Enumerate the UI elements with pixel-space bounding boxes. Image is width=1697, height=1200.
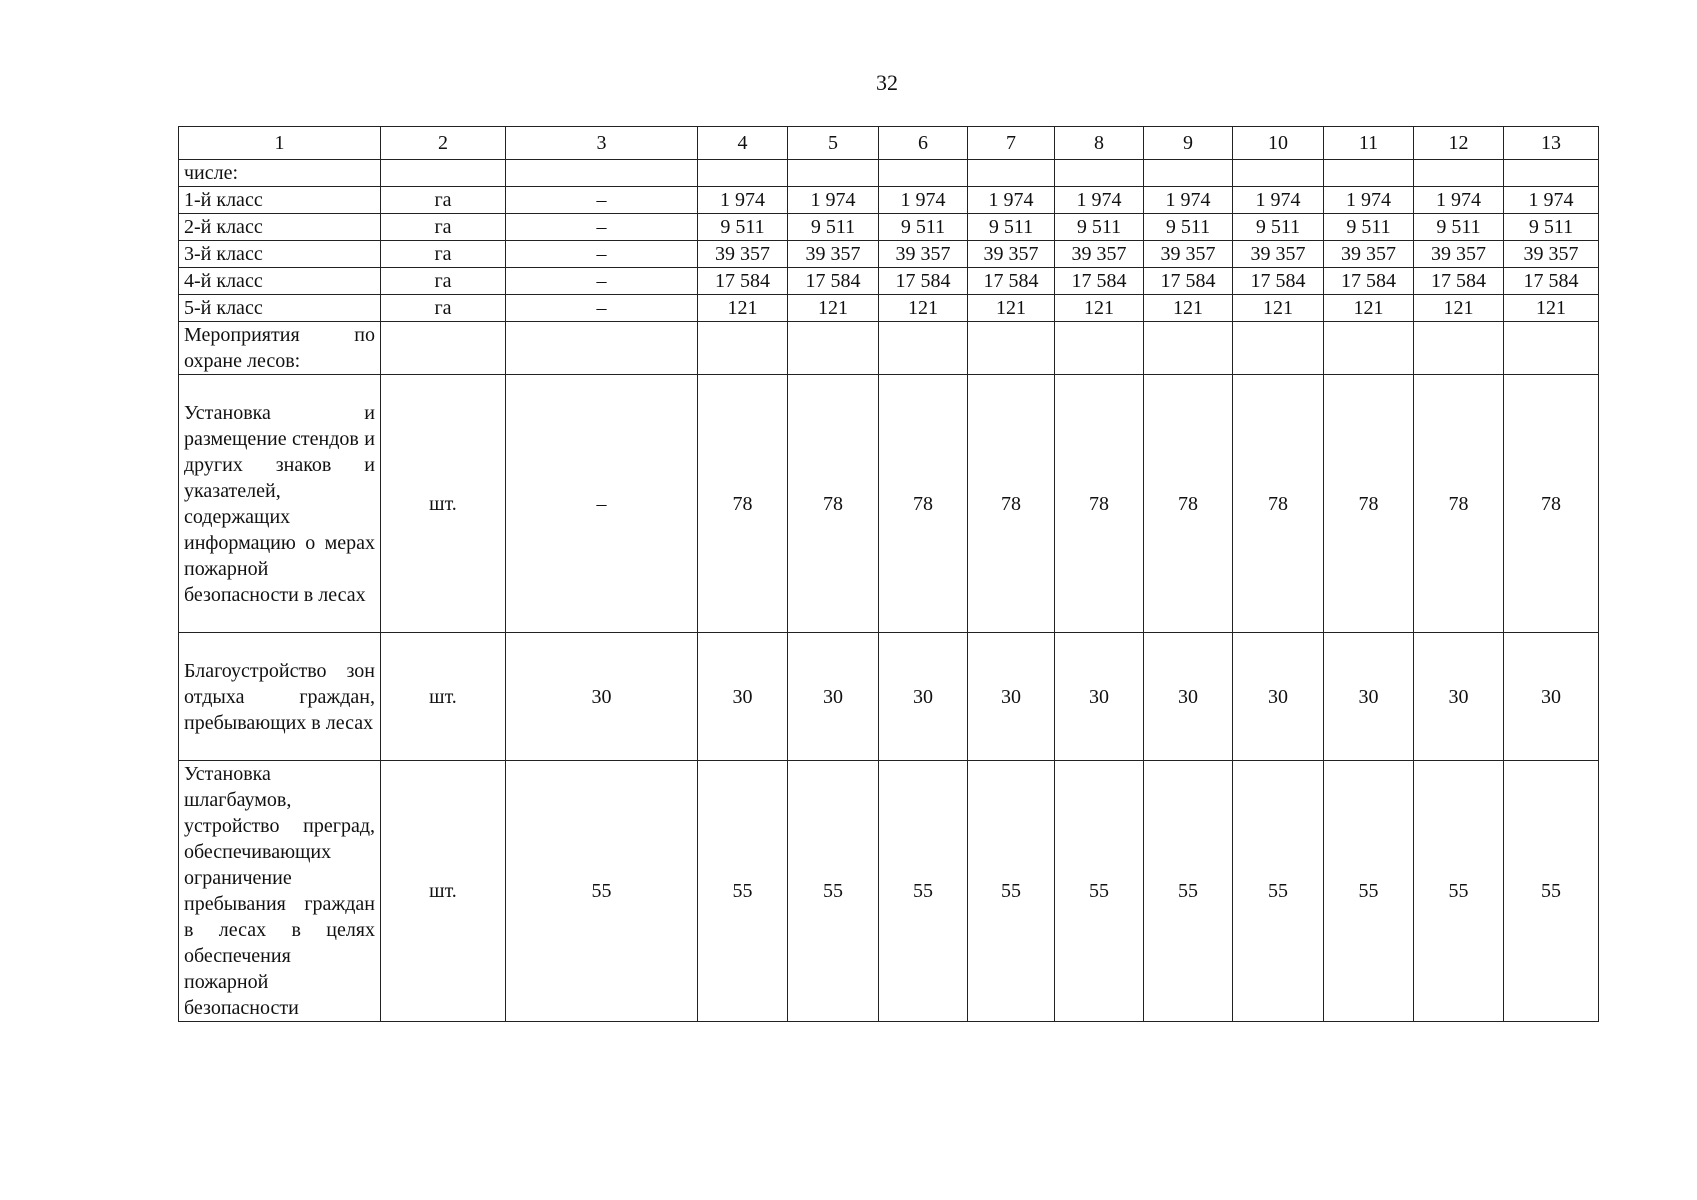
column-number-cell: 5 (788, 127, 879, 160)
column-3-cell: – (506, 214, 698, 241)
row-label-cell: 4-й класс (179, 268, 381, 295)
table-row (179, 160, 1599, 187)
value-cell: 78 (879, 375, 968, 633)
value-cell: 1 974 (968, 187, 1055, 214)
value-cell: 9 511 (788, 214, 879, 241)
column-number-cell: 10 (1233, 127, 1324, 160)
row-label-cell: Благоустройство зон отдыха граждан, пребывающих в лесах (179, 633, 381, 761)
column-3-cell: – (506, 268, 698, 295)
value-cell: 39 357 (1414, 241, 1504, 268)
column-3-cell: 30 (506, 633, 698, 761)
value-cell: 9 511 (698, 214, 788, 241)
value-cell: 30 (879, 633, 968, 761)
value-cell: 55 (788, 761, 879, 1022)
value-cell: 1 974 (1324, 187, 1414, 214)
row-label-cell: Установка и размещение стендов и других знаков и указателей, содержащих информацию о мерах пожарной безопасности в лесах (179, 375, 381, 633)
value-cell: 121 (1414, 295, 1504, 322)
value-cell (1144, 160, 1233, 187)
table-row (179, 295, 1599, 322)
value-cell: 55 (1233, 761, 1324, 1022)
value-cell (1233, 322, 1324, 375)
value-cell: 9 511 (879, 214, 968, 241)
value-cell: 55 (698, 761, 788, 1022)
value-cell: 121 (1144, 295, 1233, 322)
column-3-cell (506, 322, 698, 375)
table-row (179, 268, 1599, 295)
value-cell: 9 511 (1055, 214, 1144, 241)
value-cell: 30 (1233, 633, 1324, 761)
value-cell: 17 584 (1324, 268, 1414, 295)
value-cell: 39 357 (1504, 241, 1599, 268)
value-cell: 55 (1324, 761, 1414, 1022)
value-cell: 1 974 (879, 187, 968, 214)
column-number-cell: 6 (879, 127, 968, 160)
column-number-cell: 3 (506, 127, 698, 160)
unit-cell: га (381, 214, 506, 241)
value-cell: 78 (788, 375, 879, 633)
value-cell (968, 322, 1055, 375)
value-cell: 39 357 (1324, 241, 1414, 268)
value-cell: 121 (879, 295, 968, 322)
value-cell: 1 974 (1504, 187, 1599, 214)
value-cell: 121 (1055, 295, 1144, 322)
value-cell (1414, 160, 1504, 187)
value-cell (1324, 160, 1414, 187)
value-cell: 17 584 (1414, 268, 1504, 295)
value-cell: 30 (1144, 633, 1233, 761)
value-cell: 39 357 (1233, 241, 1324, 268)
column-number-row (179, 127, 1599, 160)
column-number-cell: 12 (1414, 127, 1504, 160)
value-cell: 121 (968, 295, 1055, 322)
column-3-cell: – (506, 241, 698, 268)
value-cell: 121 (1324, 295, 1414, 322)
value-cell: 9 511 (1414, 214, 1504, 241)
column-number-cell: 9 (1144, 127, 1233, 160)
value-cell: 1 974 (1055, 187, 1144, 214)
value-cell: 30 (698, 633, 788, 761)
column-number-cell: 7 (968, 127, 1055, 160)
column-3-cell: – (506, 295, 698, 322)
unit-cell (381, 322, 506, 375)
row-label-cell: 1-й класс (179, 187, 381, 214)
unit-cell: шт. (381, 761, 506, 1022)
column-3-cell: – (506, 187, 698, 214)
activities-table (178, 126, 1599, 1022)
column-number-cell: 4 (698, 127, 788, 160)
value-cell: 55 (1504, 761, 1599, 1022)
column-3-cell (506, 160, 698, 187)
value-cell: 30 (1055, 633, 1144, 761)
value-cell (1414, 322, 1504, 375)
value-cell (1055, 322, 1144, 375)
value-cell (1055, 160, 1144, 187)
value-cell: 121 (698, 295, 788, 322)
value-cell (1233, 160, 1324, 187)
value-cell: 1 974 (1233, 187, 1324, 214)
value-cell (698, 160, 788, 187)
value-cell: 9 511 (1324, 214, 1414, 241)
value-cell: 39 357 (879, 241, 968, 268)
row-label-cell: Установка шлагбаумов, устройство преград, обеспечивающих ограничение пребывания граждан в лесах в целях обеспечения пожарной безопасности (179, 761, 381, 1022)
unit-cell: шт. (381, 375, 506, 633)
value-cell (1144, 322, 1233, 375)
table-row (179, 187, 1599, 214)
unit-cell: га (381, 187, 506, 214)
value-cell: 55 (968, 761, 1055, 1022)
column-number-cell: 11 (1324, 127, 1414, 160)
value-cell: 78 (1324, 375, 1414, 633)
value-cell: 17 584 (1055, 268, 1144, 295)
value-cell: 1 974 (788, 187, 879, 214)
value-cell: 9 511 (1233, 214, 1324, 241)
unit-cell: га (381, 268, 506, 295)
table-row (179, 375, 1599, 633)
value-cell (698, 322, 788, 375)
value-cell: 78 (1055, 375, 1144, 633)
table-row (179, 322, 1599, 375)
value-cell: 30 (1504, 633, 1599, 761)
value-cell: 121 (788, 295, 879, 322)
value-cell: 17 584 (1144, 268, 1233, 295)
value-cell (879, 322, 968, 375)
row-label-cell: 5-й класс (179, 295, 381, 322)
page-number: 32 (876, 70, 898, 95)
column-number-cell: 1 (179, 127, 381, 160)
value-cell (1324, 322, 1414, 375)
value-cell: 30 (788, 633, 879, 761)
table-row (179, 633, 1599, 761)
value-cell: 78 (698, 375, 788, 633)
value-cell: 17 584 (968, 268, 1055, 295)
value-cell (1504, 160, 1599, 187)
value-cell: 55 (879, 761, 968, 1022)
column-number-cell: 8 (1055, 127, 1144, 160)
value-cell: 17 584 (879, 268, 968, 295)
value-cell (788, 160, 879, 187)
value-cell: 1 974 (698, 187, 788, 214)
value-cell: 9 511 (968, 214, 1055, 241)
unit-cell (381, 160, 506, 187)
value-cell: 78 (1504, 375, 1599, 633)
value-cell: 39 357 (1055, 241, 1144, 268)
column-number-cell: 2 (381, 127, 506, 160)
value-cell: 55 (1144, 761, 1233, 1022)
value-cell: 17 584 (788, 268, 879, 295)
value-cell: 39 357 (968, 241, 1055, 268)
value-cell: 1 974 (1414, 187, 1504, 214)
value-cell: 55 (1055, 761, 1144, 1022)
table-row (179, 214, 1599, 241)
unit-cell: га (381, 241, 506, 268)
value-cell: 39 357 (1144, 241, 1233, 268)
value-cell: 39 357 (788, 241, 879, 268)
value-cell (879, 160, 968, 187)
value-cell (968, 160, 1055, 187)
row-label-cell: 3-й класс (179, 241, 381, 268)
column-number-cell: 13 (1504, 127, 1599, 160)
value-cell: 78 (968, 375, 1055, 633)
value-cell: 17 584 (1233, 268, 1324, 295)
value-cell: 78 (1233, 375, 1324, 633)
value-cell: 55 (1414, 761, 1504, 1022)
value-cell: 1 974 (1144, 187, 1233, 214)
value-cell (788, 322, 879, 375)
row-label-cell: числе: (179, 160, 381, 187)
unit-cell: га (381, 295, 506, 322)
value-cell: 78 (1414, 375, 1504, 633)
value-cell: 30 (968, 633, 1055, 761)
column-3-cell: – (506, 375, 698, 633)
row-label-cell: 2-й класс (179, 214, 381, 241)
value-cell: 30 (1414, 633, 1504, 761)
value-cell: 9 511 (1504, 214, 1599, 241)
table-body (179, 127, 1599, 1022)
row-label-cell: Мероприятия по охране лесов: (179, 322, 381, 375)
value-cell: 9 511 (1144, 214, 1233, 241)
value-cell: 78 (1144, 375, 1233, 633)
value-cell (1504, 322, 1599, 375)
value-cell: 39 357 (698, 241, 788, 268)
value-cell: 121 (1233, 295, 1324, 322)
value-cell: 121 (1504, 295, 1599, 322)
value-cell: 17 584 (698, 268, 788, 295)
value-cell: 30 (1324, 633, 1414, 761)
value-cell: 17 584 (1504, 268, 1599, 295)
table-row (179, 761, 1599, 1022)
column-3-cell: 55 (506, 761, 698, 1022)
table-row (179, 241, 1599, 268)
unit-cell: шт. (381, 633, 506, 761)
